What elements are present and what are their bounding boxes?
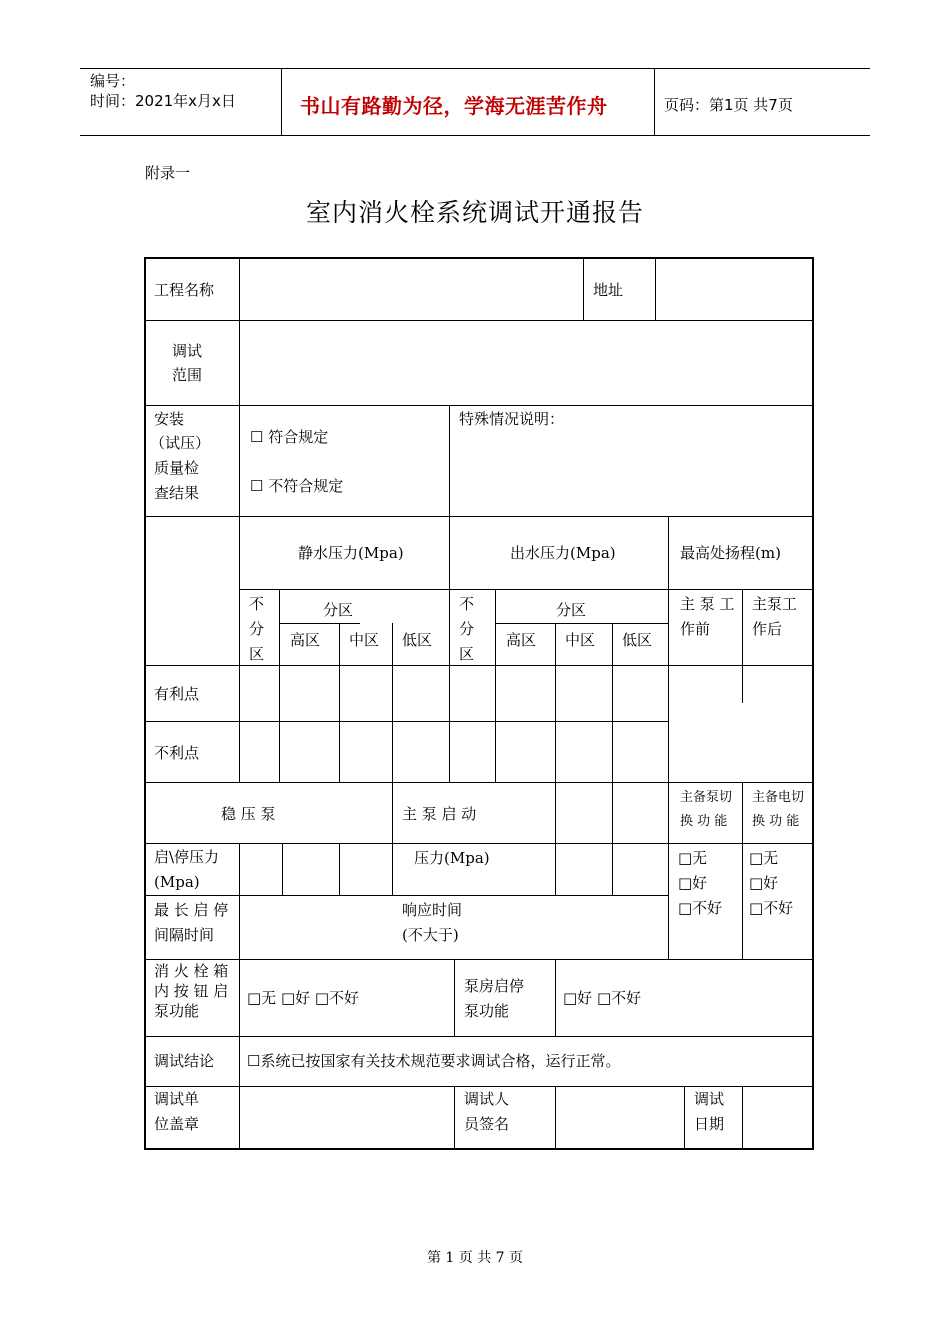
backup-pump-header: 主备泵切 <box>680 790 733 805</box>
person-sign-label: 调试人 <box>464 1090 510 1108</box>
outlet-pressure-header: 出水压力(Mpa) <box>510 544 616 562</box>
scope-label: 调试 <box>172 342 203 360</box>
row-line <box>146 782 812 783</box>
col-line <box>239 959 240 1150</box>
after-pump-header: 作后 <box>752 620 783 638</box>
header-number: 编号： <box>90 72 136 90</box>
install-label: 质量检 <box>154 459 200 477</box>
row-line <box>146 405 812 406</box>
row-line <box>146 843 812 844</box>
install-label: 安装 <box>154 410 185 428</box>
install-label: （试压） <box>150 434 211 452</box>
mid-zone-header: 中区 <box>565 631 596 649</box>
no-zone-header: 区 <box>249 645 265 663</box>
col-line <box>555 623 556 895</box>
col-line <box>742 1086 743 1150</box>
backup-pump-option-good[interactable]: □好 <box>678 874 708 892</box>
after-pump-header: 主泵工 <box>752 595 798 613</box>
col-line <box>555 1086 556 1150</box>
max-lift-header: 最高处扬程(m) <box>680 544 781 562</box>
high-zone-header: 高区 <box>290 631 321 649</box>
backup-pump-option-bad[interactable]: □不好 <box>678 899 723 917</box>
scope-label: 范围 <box>172 366 203 384</box>
no-zone-header: 区 <box>459 645 475 663</box>
backup-power-option-good[interactable]: □好 <box>749 874 779 892</box>
header-time: 时间：2021年x月x日 <box>90 92 236 110</box>
special-note-label: 特殊情况说明： <box>459 410 565 428</box>
backup-power-option-bad[interactable]: □不好 <box>749 899 794 917</box>
no-zone-header: 分 <box>459 620 475 638</box>
col-line <box>612 623 613 895</box>
install-label: 查结果 <box>154 484 200 502</box>
col-line <box>684 1086 685 1150</box>
report-form <box>144 257 814 1150</box>
col-line <box>339 843 340 895</box>
col-line <box>239 259 240 782</box>
row-line <box>146 320 812 321</box>
start-stop-pressure-label: (Mpa) <box>154 873 200 891</box>
col-line <box>454 959 455 1036</box>
col-line <box>282 843 283 895</box>
response-time-label: (不大于) <box>402 926 459 944</box>
col-line <box>392 782 393 895</box>
zone-header: 分区 <box>323 601 354 619</box>
backup-pump-header: 换 功 能 <box>680 814 728 829</box>
row-line <box>239 589 812 590</box>
before-pump-header: 作前 <box>680 620 711 638</box>
header-bottom-rule <box>80 135 870 136</box>
mid-zone-header: 中区 <box>349 631 380 649</box>
regulator-pump-header: 稳 压 泵 <box>221 805 276 823</box>
unit-seal-label: 调试单 <box>154 1090 200 1108</box>
row-line <box>146 1036 812 1037</box>
col-line <box>239 843 240 959</box>
conclusion-checkbox[interactable]: ☐系统已按国家有关技术规范要求调试合格，运行正常。 <box>247 1052 621 1070</box>
row-line <box>146 959 812 960</box>
col-line <box>339 623 340 782</box>
favorable-point-label: 有利点 <box>154 685 200 703</box>
date-label: 日期 <box>694 1115 725 1133</box>
header-divider <box>281 69 282 136</box>
col-line <box>449 405 450 782</box>
low-zone-header: 低区 <box>402 631 433 649</box>
unfavorable-point-label: 不利点 <box>154 744 200 762</box>
before-pump-header: 主 泵 工 <box>680 595 735 613</box>
col-line <box>583 259 584 320</box>
col-line <box>742 782 743 959</box>
header-motto: 书山有路勤为径，学海无涯苦作舟 <box>300 94 608 118</box>
col-line <box>655 259 656 320</box>
backup-power-option-none[interactable]: □无 <box>749 849 779 867</box>
complies-checkbox[interactable]: ☐ 符合规定 <box>250 428 329 446</box>
page-footer: 第 1 页 共 7 页 <box>426 1250 524 1266</box>
col-line <box>742 589 743 703</box>
low-zone-header: 低区 <box>622 631 653 649</box>
pump-room-label: 泵功能 <box>464 1002 510 1020</box>
col-line <box>495 589 496 782</box>
max-interval-label: 最 长 启 停 <box>154 901 229 919</box>
no-zone-header: 不 <box>459 595 475 613</box>
project-name-label: 工程名称 <box>154 281 215 299</box>
backup-power-header: 换 功 能 <box>752 814 800 829</box>
date-label: 调试 <box>694 1090 725 1108</box>
no-zone-header: 分 <box>249 620 265 638</box>
backup-pump-option-none[interactable]: □无 <box>678 849 708 867</box>
pressure-label: 压力(Mpa) <box>414 849 490 867</box>
col-line <box>279 589 280 782</box>
response-time-label: 响应时间 <box>402 901 463 919</box>
cabinet-button-options[interactable]: □无 □好 □不好 <box>247 989 360 1007</box>
start-stop-pressure-label: 启\停压力 <box>154 848 220 866</box>
col-line <box>555 959 556 1036</box>
row-line <box>279 623 360 624</box>
unit-seal-label: 位盖章 <box>154 1115 200 1133</box>
pump-room-options[interactable]: □好 □不好 <box>563 989 642 1007</box>
cabinet-button-label: 泵功能 <box>154 1002 200 1020</box>
col-line <box>668 516 669 959</box>
header-divider <box>654 69 655 136</box>
max-interval-label: 间隔时间 <box>154 926 215 944</box>
col-line <box>454 1086 455 1150</box>
row-line <box>146 665 812 666</box>
pump-room-label: 泵房启停 <box>464 977 525 995</box>
not-complies-checkbox[interactable]: ☐ 不符合规定 <box>250 477 344 495</box>
row-line <box>495 623 668 624</box>
row-line <box>146 721 668 722</box>
header-top-rule <box>80 68 870 69</box>
no-zone-header: 不 <box>249 595 265 613</box>
row-line <box>146 516 812 517</box>
address-label: 地址 <box>593 281 624 299</box>
cabinet-button-label: 消 火 栓 箱 <box>154 962 229 980</box>
appendix-label: 附录一 <box>145 164 191 182</box>
row-line <box>146 895 668 896</box>
zone-header: 分区 <box>556 601 587 619</box>
document-title: 室内消火栓系统调试开通报告 <box>305 198 644 227</box>
person-sign-label: 员签名 <box>464 1115 510 1133</box>
backup-power-header: 主备电切 <box>752 790 805 805</box>
header-page-number: 页码：第1页 共7页 <box>664 96 793 114</box>
main-pump-start-header: 主 泵 启 动 <box>402 805 477 823</box>
conclusion-label: 调试结论 <box>154 1052 215 1070</box>
static-pressure-header: 静水压力(Mpa) <box>298 544 404 562</box>
high-zone-header: 高区 <box>506 631 537 649</box>
cabinet-button-label: 内 按 钮 启 <box>154 982 229 1000</box>
